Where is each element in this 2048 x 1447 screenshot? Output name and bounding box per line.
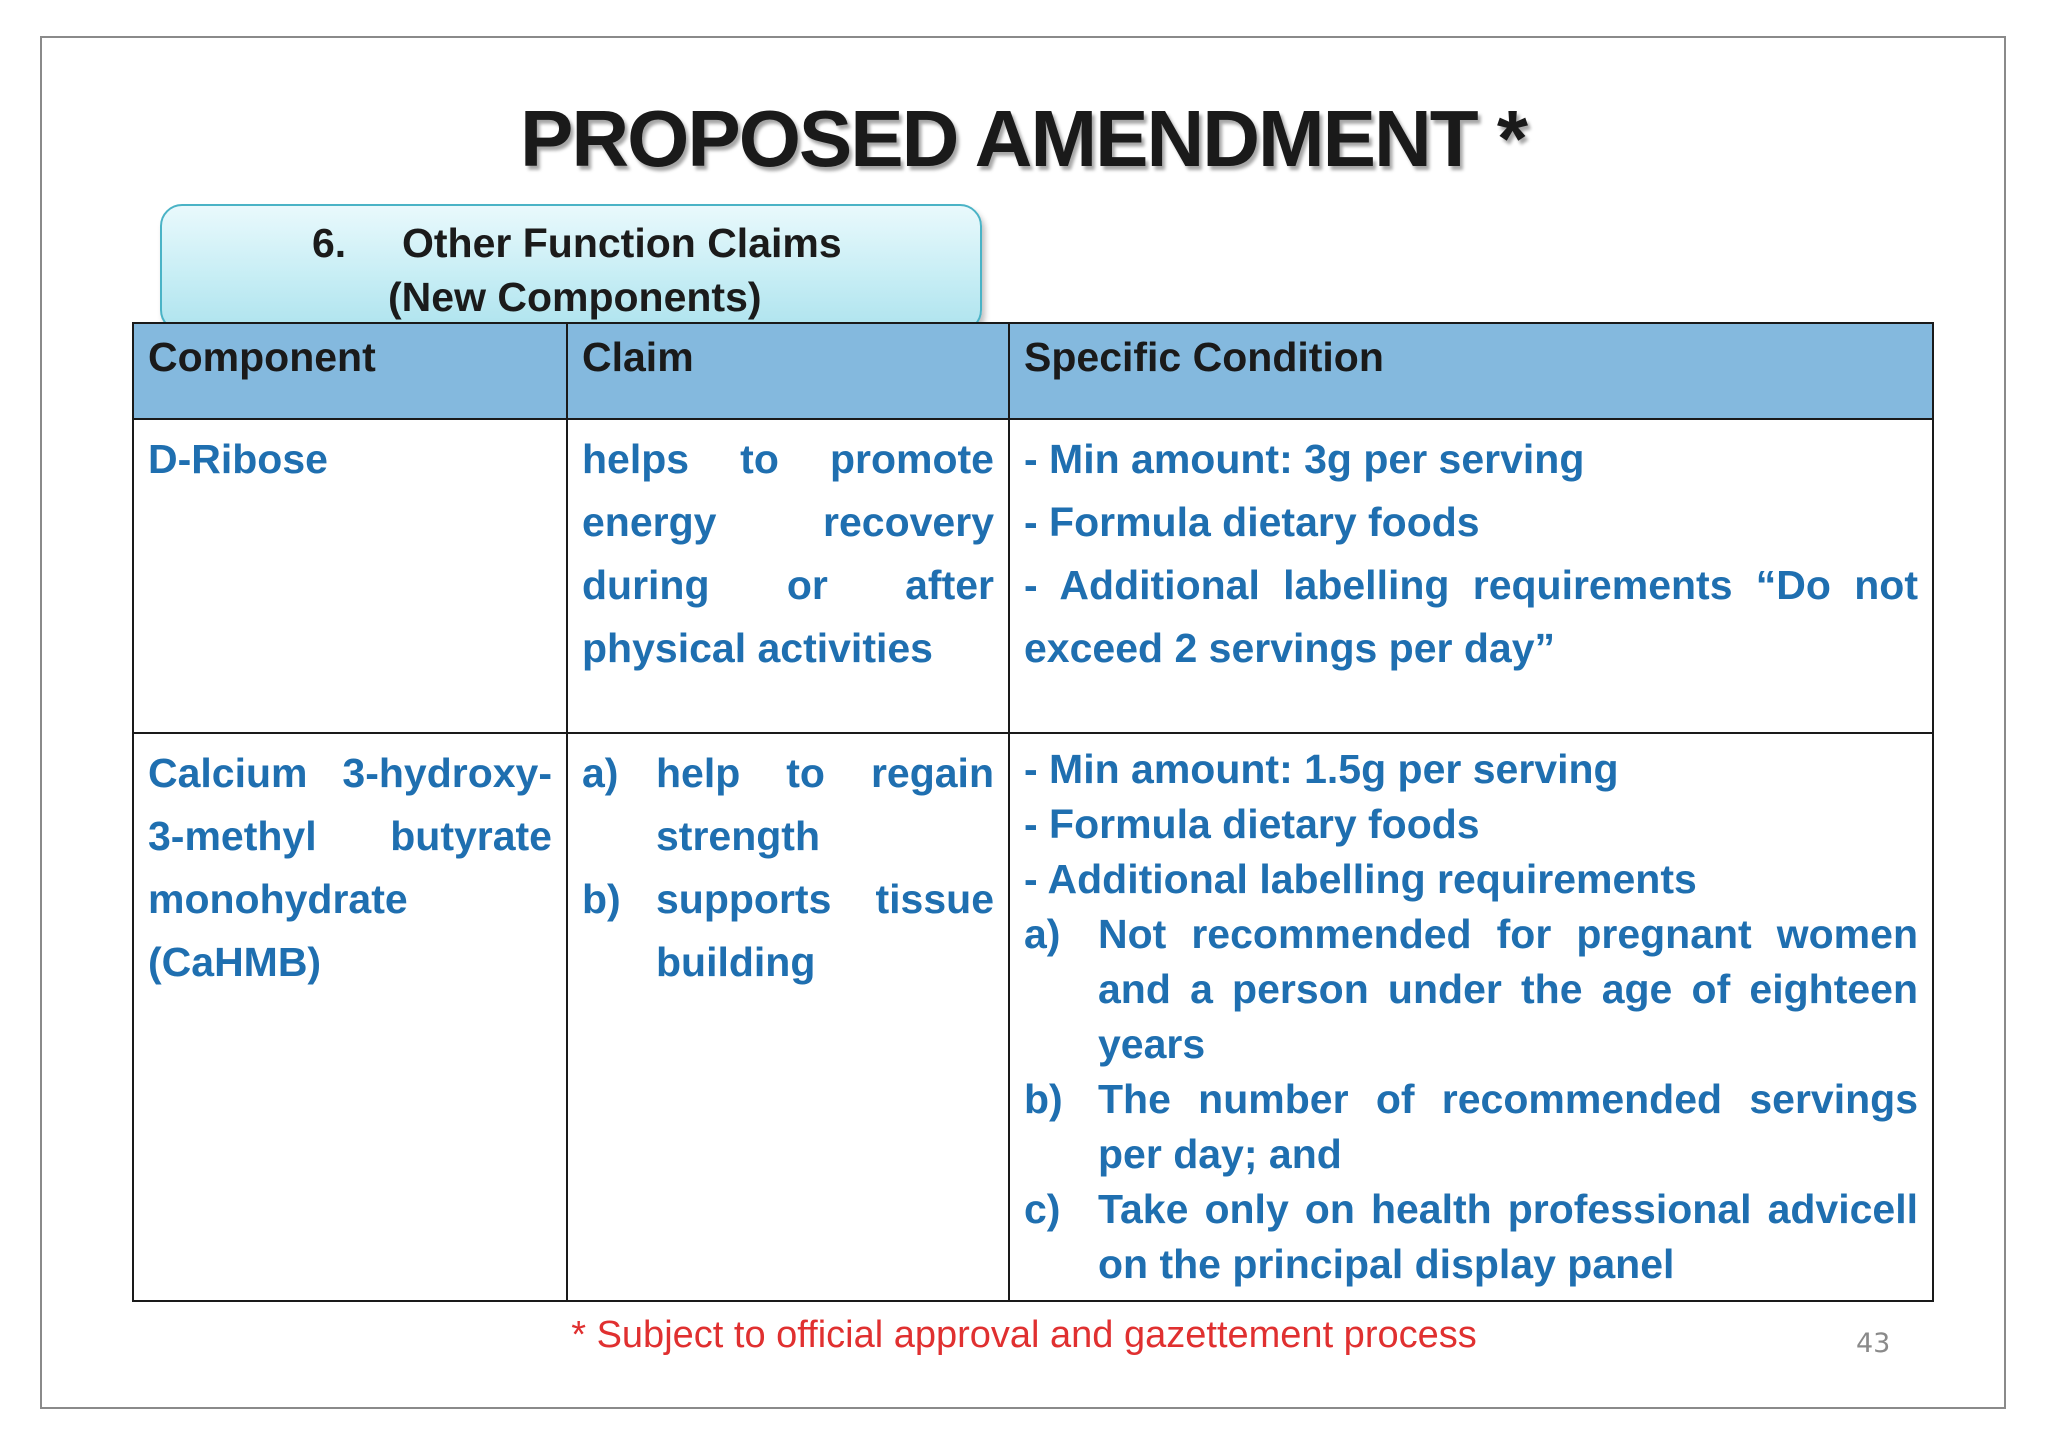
claim-list-item (582, 742, 994, 868)
claim-cell (567, 733, 1009, 1301)
condition-item: - Formula dietary foods (1024, 801, 1480, 847)
list-text: Not recommended for pregnant women and a person under the age of eighteen years (1098, 911, 1918, 1067)
claim-cell: helps to promote energy recovery during or after physical activities (567, 419, 1009, 733)
page-title: PROPOSED AMENDMENT * (519, 94, 1526, 183)
table-row (133, 419, 1933, 733)
section-number: 6. (312, 220, 347, 266)
footnote: * Subject to official approval and gazettement process (571, 1314, 1477, 1356)
table-header-row (133, 323, 1933, 419)
condition-item: - Min amount: 1.5g per serving (1024, 746, 1619, 792)
list-label: a) (1024, 911, 1061, 957)
list-label: c) (1024, 1186, 1061, 1232)
table-row (133, 733, 1933, 1301)
section-heading-line1 (312, 220, 842, 267)
page-number: 43 (1856, 1328, 1891, 1359)
sub-condition-item (1024, 907, 1918, 1072)
list-label: a) (582, 750, 619, 796)
condition-item: - Additional labelling requirements “Do not exceed 2 servings per day” (1024, 562, 1918, 671)
list-text: Take only on health professional advicell on the principal display panel (1098, 1186, 1918, 1287)
component-cell: Calcium 3-hydroxy-3-methyl butyrate monohydrate (CaHMB) (133, 733, 567, 1301)
list-text: The number of recommended servings per day; and (1098, 1076, 1918, 1177)
claims-table (132, 322, 1934, 1302)
list-label: b) (582, 876, 621, 922)
component-cell: D-Ribose (133, 419, 567, 733)
header-component: Component (133, 323, 567, 419)
list-text: help to regain strength (656, 750, 994, 859)
section-heading-box (160, 204, 982, 332)
condition-item: - Additional labelling requirements (1024, 856, 1697, 902)
header-specific-condition: Specific Condition (1009, 323, 1933, 419)
section-subtitle: (New Components) (388, 274, 762, 320)
condition-cell (1009, 733, 1933, 1301)
list-text: supports tissue building (656, 876, 994, 985)
sub-condition-item (1024, 1182, 1918, 1292)
section-title: Other Function Claims (402, 220, 842, 266)
list-label: b) (1024, 1076, 1063, 1122)
condition-item: - Min amount: 3g per serving (1024, 436, 1585, 482)
header-claim: Claim (567, 323, 1009, 419)
sub-condition-item (1024, 1072, 1918, 1182)
condition-item: - Formula dietary foods (1024, 499, 1480, 545)
claim-list-item (582, 868, 994, 994)
condition-cell (1009, 419, 1933, 733)
